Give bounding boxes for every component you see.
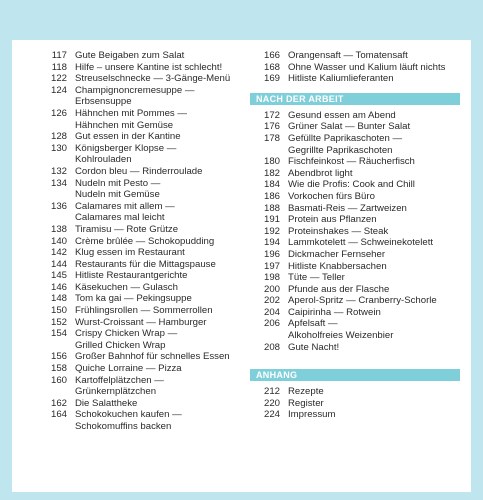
toc-entry xyxy=(37,328,237,340)
toc-entry-title: Apfelsaft — xyxy=(288,318,338,330)
toc-entry xyxy=(37,386,237,398)
toc-page-number: 140 xyxy=(50,235,67,247)
toc-entry-title: Die Salattheke xyxy=(75,397,138,409)
toc-entry-title: Wie die Profis: Cook and Chill xyxy=(288,179,415,191)
toc-entry xyxy=(37,73,237,85)
toc-page-number: 150 xyxy=(50,305,67,317)
toc-entry-title: Proteinshakes — Steak xyxy=(288,225,389,237)
toc-entry-title: Käsekuchen — Gulasch xyxy=(75,281,178,293)
toc-entry-title: Cordon bleu — Rinderroulade xyxy=(75,165,203,177)
toc-entry-title: Hilfe – unsere Kantine ist schlecht! xyxy=(75,61,223,73)
toc-entry xyxy=(250,307,460,319)
toc-entry-title: Hähnchen mit Pommes — xyxy=(75,107,187,119)
toc-page-number: 142 xyxy=(50,247,67,259)
toc-entry-title: Aperol-Spritz — Cranberry-Schorle xyxy=(288,295,437,307)
toc-page-number: 134 xyxy=(50,177,67,189)
toc-entry xyxy=(37,270,237,282)
toc-entry-title: Gute Nacht! xyxy=(288,341,340,353)
toc-entry-title: Tiramisu — Rote Grütze xyxy=(75,223,179,235)
toc-entry-title: Fischfeinkost — Räucherfisch xyxy=(288,156,415,168)
toc-entry-title: Wurst-Croissant — Hamburger xyxy=(75,316,207,328)
toc-entry-title: Streuselschnecke — 3-Gänge-Menü xyxy=(75,73,231,85)
toc-page-number: 148 xyxy=(50,293,67,305)
toc-page-number: 200 xyxy=(263,283,280,295)
toc-entry-title: Schokomuffins backen xyxy=(75,421,172,432)
toc-entry xyxy=(37,421,237,433)
toc-entry-title: Orangensaft — Tomatensaft xyxy=(288,50,408,61)
toc-entry-title: Calamares mit allem — xyxy=(75,200,175,212)
toc-list-continued xyxy=(250,50,460,85)
toc-page-number: 118 xyxy=(51,61,67,73)
toc-entry xyxy=(37,178,237,190)
right-color-band xyxy=(471,0,483,500)
toc-entry xyxy=(37,108,237,120)
toc-entry xyxy=(250,249,460,261)
toc-page-number: 212 xyxy=(263,386,280,398)
toc-entry-title: Gut essen in der Kantine xyxy=(75,131,181,143)
toc-page-number: 208 xyxy=(263,341,280,353)
toc-entry xyxy=(37,120,237,132)
toc-entry xyxy=(37,212,237,224)
toc-page-number: 124 xyxy=(50,84,67,96)
toc-entry-title: Vorkochen fürs Büro xyxy=(288,190,375,202)
toc-page-number: 172 xyxy=(263,109,280,121)
toc-entry xyxy=(37,50,237,62)
section-heading-anhang: ANHANG xyxy=(250,369,460,381)
toc-entry-title: Alkoholfreies Weizenbier xyxy=(288,330,394,342)
toc-page-number: 138 xyxy=(50,223,67,235)
toc-entry xyxy=(37,96,237,108)
toc-entry xyxy=(37,351,237,363)
toc-page-number: 204 xyxy=(263,306,280,318)
toc-page-number: 178 xyxy=(263,132,280,144)
toc-entry-title: Dickmacher Fernseher xyxy=(288,248,386,260)
toc-page-number: 152 xyxy=(50,316,67,328)
toc-entry xyxy=(250,121,460,133)
toc-entry-title: Abendbrot light xyxy=(288,167,353,179)
toc-page-number: 160 xyxy=(50,374,67,386)
toc-entry xyxy=(37,166,237,178)
toc-entry xyxy=(37,131,237,143)
toc-entry-title: Champignoncremesuppe — xyxy=(75,84,195,96)
toc-entry-title: Tüte — Teller xyxy=(288,272,345,284)
toc-page-number: 176 xyxy=(263,121,280,133)
toc-page-number: 156 xyxy=(50,351,67,363)
toc-entry xyxy=(37,247,237,259)
toc-entry xyxy=(250,226,460,238)
toc-entry xyxy=(250,398,460,410)
toc-entry xyxy=(250,330,460,342)
toc-entry-title: Calamares mal leicht xyxy=(75,212,165,224)
toc-entry-title: Lammkotelett — Schweinekotelett xyxy=(288,237,434,249)
toc-page-number: 196 xyxy=(263,248,280,260)
toc-page-number: 182 xyxy=(263,167,280,179)
toc-entry xyxy=(37,317,237,329)
toc-entry xyxy=(250,318,460,330)
toc-page-number: 220 xyxy=(263,397,280,409)
toc-entry-title: Rezepte xyxy=(288,386,324,398)
toc-entry xyxy=(250,342,460,354)
toc-list-anhang xyxy=(250,386,460,421)
toc-entry xyxy=(37,409,237,421)
toc-page-number: 126 xyxy=(50,107,67,119)
toc-page-number: 169 xyxy=(263,73,280,85)
toc-page-number: 206 xyxy=(263,318,280,330)
toc-entry-title: Grilled Chicken Wrap xyxy=(75,339,166,351)
toc-entry xyxy=(250,295,460,307)
toc-list-feierabend xyxy=(250,110,460,353)
toc-entry xyxy=(250,179,460,191)
toc-entry xyxy=(37,259,237,271)
toc-entry-title: Crispy Chicken Wrap — xyxy=(75,328,178,340)
toc-entry-title: Grüner Salat — Bunter Salat xyxy=(288,121,411,133)
toc-page-number: 224 xyxy=(263,409,280,421)
toc-page-number: 180 xyxy=(263,156,280,168)
toc-page-number: 186 xyxy=(263,190,280,202)
toc-entry-title: Hitliste Restaurantgerichte xyxy=(75,270,188,282)
toc-entry-title: Hitliste Knabbersachen xyxy=(288,260,387,272)
toc-entry-title: Großer Bahnhof für schnelles Essen xyxy=(75,351,230,363)
toc-entry xyxy=(37,305,237,317)
toc-entry-title: Nudeln mit Gemüse xyxy=(75,189,160,201)
toc-page-number: 130 xyxy=(50,142,67,154)
toc-entry xyxy=(37,143,237,155)
toc-page-number: 166 xyxy=(263,50,280,61)
toc-entry xyxy=(37,282,237,294)
toc-entry-title: Klug essen im Restaurant xyxy=(75,247,185,259)
toc-page-number: 192 xyxy=(263,225,280,237)
toc-entry-title: Nudeln mit Pesto — xyxy=(75,177,161,189)
toc-entry xyxy=(250,261,460,273)
toc-entry xyxy=(250,386,460,398)
toc-entry xyxy=(37,236,237,248)
toc-entry-title: Hähnchen mit Gemüse xyxy=(75,119,174,131)
toc-entry xyxy=(250,284,460,296)
toc-entry xyxy=(37,375,237,387)
toc-column-left xyxy=(37,50,237,433)
toc-entry xyxy=(250,50,460,62)
toc-page-number: 188 xyxy=(263,202,280,214)
toc-entry xyxy=(37,293,237,305)
toc-entry-title: Gute Beigaben zum Salat xyxy=(75,50,185,61)
toc-entry xyxy=(250,133,460,145)
toc-entry-title: Kohlrouladen xyxy=(75,154,132,166)
toc-entry xyxy=(37,62,237,74)
toc-entry xyxy=(37,363,237,375)
left-color-band xyxy=(0,0,12,500)
toc-entry-title: Restaurants für die Mittagspause xyxy=(75,258,216,270)
toc-entry xyxy=(250,156,460,168)
toc-page-number: 128 xyxy=(50,131,67,143)
toc-entry-title: Basmati-Reis — Zartweizen xyxy=(288,202,407,214)
toc-page-number: 145 xyxy=(50,270,67,282)
toc-entry xyxy=(37,224,237,236)
toc-entry xyxy=(250,110,460,122)
toc-entry-title: Frühlingsrollen — Sommerrollen xyxy=(75,305,213,317)
toc-column-right xyxy=(250,50,460,421)
toc-page-number: 194 xyxy=(263,237,280,249)
toc-entry-title: Gegrillte Paprikaschoten xyxy=(288,144,393,156)
toc-page-number: 202 xyxy=(263,295,280,307)
toc-entry-title: Kartoffelplätzchen — xyxy=(75,374,164,386)
toc-entry xyxy=(37,398,237,410)
toc-entry-title: Grünkernplätzchen xyxy=(75,386,157,398)
section-heading-feierabend: NACH DER ARBEIT xyxy=(250,93,460,105)
toc-page-number: 117 xyxy=(51,50,67,61)
toc-entry-title: Impressum xyxy=(288,409,336,421)
toc-entry xyxy=(37,340,237,352)
toc-entry-title: Register xyxy=(288,397,324,409)
toc-entry xyxy=(250,214,460,226)
toc-entry-title: Hitliste Kaliumlieferanten xyxy=(288,73,394,85)
toc-page-number: 184 xyxy=(263,179,280,191)
toc-entry-title: Crème brûlée — Schokopudding xyxy=(75,235,215,247)
toc-entry xyxy=(250,145,460,157)
toc-entry xyxy=(37,201,237,213)
toc-page-number: 198 xyxy=(263,272,280,284)
bottom-color-band xyxy=(0,492,483,500)
toc-page-number: 154 xyxy=(50,328,67,340)
toc-entry xyxy=(250,168,460,180)
toc-page-number: 162 xyxy=(50,397,67,409)
toc-page-number: 164 xyxy=(50,409,67,421)
toc-page-number: 168 xyxy=(263,61,280,73)
toc-page-number: 197 xyxy=(263,260,280,272)
toc-entry-title: Erbsensuppe xyxy=(75,96,132,108)
toc-page-number: 136 xyxy=(50,200,67,212)
toc-entry xyxy=(37,85,237,97)
toc-entry xyxy=(37,189,237,201)
toc-entry-title: Protein aus Pflanzen xyxy=(288,214,377,226)
toc-entry-title: Gesund essen am Abend xyxy=(288,109,396,121)
toc-entry xyxy=(250,203,460,215)
toc-entry-title: Tom ka gai — Pekingsuppe xyxy=(75,293,192,305)
toc-entry-title: Caipirinha — Rotwein xyxy=(288,306,381,318)
toc-page-number: 144 xyxy=(50,258,67,270)
toc-page-number: 191 xyxy=(263,214,280,226)
toc-entry xyxy=(250,272,460,284)
toc-entry-title: Pfunde aus der Flasche xyxy=(288,283,390,295)
toc-entry-title: Schokokuchen kaufen — xyxy=(75,409,182,421)
toc-page-number: 122 xyxy=(50,73,67,85)
toc-entry-title: Ohne Wasser und Kalium läuft nichts xyxy=(288,61,446,73)
toc-entry xyxy=(250,409,460,421)
toc-entry xyxy=(37,154,237,166)
toc-entry xyxy=(250,191,460,203)
toc-entry-title: Gefüllte Paprikaschoten — xyxy=(288,132,403,144)
toc-page-number: 132 xyxy=(50,165,67,177)
toc-entry xyxy=(250,237,460,249)
toc-page-number: 158 xyxy=(50,363,67,375)
toc-entry xyxy=(250,62,460,74)
toc-entry-title: Königsberger Klopse — xyxy=(75,142,177,154)
top-color-band xyxy=(0,0,483,40)
toc-entry xyxy=(250,73,460,85)
toc-page-number: 146 xyxy=(50,281,67,293)
toc-entry-title: Quiche Lorraine — Pizza xyxy=(75,363,182,375)
